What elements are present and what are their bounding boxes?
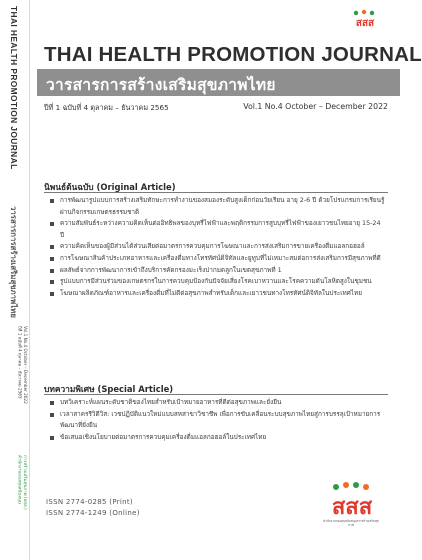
list-item: เวลาสาครรีวิดีวิส: เวชปฏิบัติแนวใหม่แบบสหสาขาวิชาชีพ เพื่อการขับเคลื่อนระบบสุขภาพไทยสู่การบรรลุเป้าหมายการพัฒนาที่ยั่งยืน <box>50 409 386 432</box>
original-article-list <box>50 195 386 299</box>
issue-english: Vol.1 No.4 October – December 2022 <box>243 102 388 111</box>
spine-issue-th: ปีที่ 1 ฉบับที่ 4 ตุลาคม – ธันวาคม 2565 <box>17 326 23 399</box>
original-article-heading: นิพนธ์ต้นฉบับ (Original Article) <box>44 182 176 192</box>
original-article-rule <box>44 192 388 193</box>
logo-bottom-text: สสส <box>331 495 373 520</box>
list-item: การพัฒนารูปแบบการสร้างเสริมทักษะการทำงานของสมองระดับสูงเด็กก่อนวัยเรียน อายุ 2-6 ปี ด้วยโปรแกรมการเรียนรู้ผ่านกิจกรรมเกษตรธรรมชาติ <box>50 195 386 218</box>
journal-title-th: วารสารการสร้างเสริมสุขภาพไทย <box>46 76 276 94</box>
journal-title-th-bar <box>37 69 400 96</box>
issn-print: ISSN 2774-0285 (Print) <box>46 498 133 506</box>
list-item: ความคิดเห็นของผู้มีส่วนได้ส่วนเสียต่อมาตรการควบคุมการโฆษณาและการส่งเสริมการขายเครื่องดื่มแอลกอฮอล์ <box>50 241 386 253</box>
spine-publisher-line2: การสร้างเสริมสุขภาพ (สสส.) <box>22 455 27 510</box>
logo-bottom-caption: สำนักงานกองทุนสนับสนุนการสร้างเสริมสุขภาพ <box>323 519 379 527</box>
journal-title-en: THAI HEALTH PROMOTION JOURNAL <box>44 43 422 66</box>
special-article-heading: บทความพิเศษ (Special Article) <box>44 384 174 394</box>
spine-text <box>3 0 27 560</box>
spine-title-th: วารสารการสร้างเสริมสุขภาพไทย <box>9 206 18 318</box>
spine-publisher-line1: สำนักงานกองทุนสนับสนุน <box>16 455 22 504</box>
list-item: รูปแบบการมีส่วนร่วมของเกษตรกรในการควบคุมป้องกันปัจจัยเสี่ยงโรคเบาหวานและโรคความดันโลหิตสูงในชุมชน <box>50 276 386 288</box>
spine-title-en: THAI HEALTH PROMOTION JOURNAL <box>9 6 19 170</box>
issue-thai: ปีที่ 1 ฉบับที่ 4 ตุลาคม – ธันวาคม 2565 <box>44 103 169 112</box>
spine-issue-en: Vol.1 No.4 October – December 2022 <box>23 326 28 404</box>
list-item: โฆษณาผลิตภัณฑ์อาหารและเครื่องดื่มที่ไม่ดีต่อสุขภาพสำหรับเด็กและเยาวชนทางโทรทัศน์ดิจิทัลในประเทศไทย <box>50 288 386 300</box>
list-item: ความสัมพันธ์ระหว่างความคิดเห็นต่ออิทธิพลของบุหรี่ไฟฟ้าและพฤติกรรมการสูบบุหรี่ไฟฟ้าของเยาวชนไทยอายุ 15-24 ปี <box>50 218 386 241</box>
issn-online: ISSN 2774-1249 (Online) <box>46 509 140 517</box>
thaihealth-logo-top <box>346 8 384 32</box>
logo-top-text: สสส <box>355 18 375 29</box>
special-article-list <box>50 397 386 443</box>
spine <box>0 0 30 560</box>
special-article-rule <box>44 394 388 395</box>
list-item: ผลลัพธ์จากการพัฒนาการเข้าถึงบริการคัดกรองมะเร็งปากมดลูกในเขตสุขภาพที่ 1 <box>50 265 386 277</box>
list-item: การโฆษณาสินค้าประเภทอาหารและเครื่องดื่มทางโทรทัศน์ดิจิทัลและยูทูบที่ไม่เหมาะสมต่อการส่งเสริมการมีสุขภาพที่ดี <box>50 253 386 265</box>
list-item: บทวิเคราะห์แผนระดับชาติของไทยสำหรับเป้าหมายอาหารที่ดีต่อสุขภาพและยั่งยืน <box>50 397 386 409</box>
list-item: ข้อเสนอเชิงนโยบายต่อมาตรการควบคุมเครื่องดื่มแอลกอฮอล์ในประเทศไทย <box>50 432 386 444</box>
